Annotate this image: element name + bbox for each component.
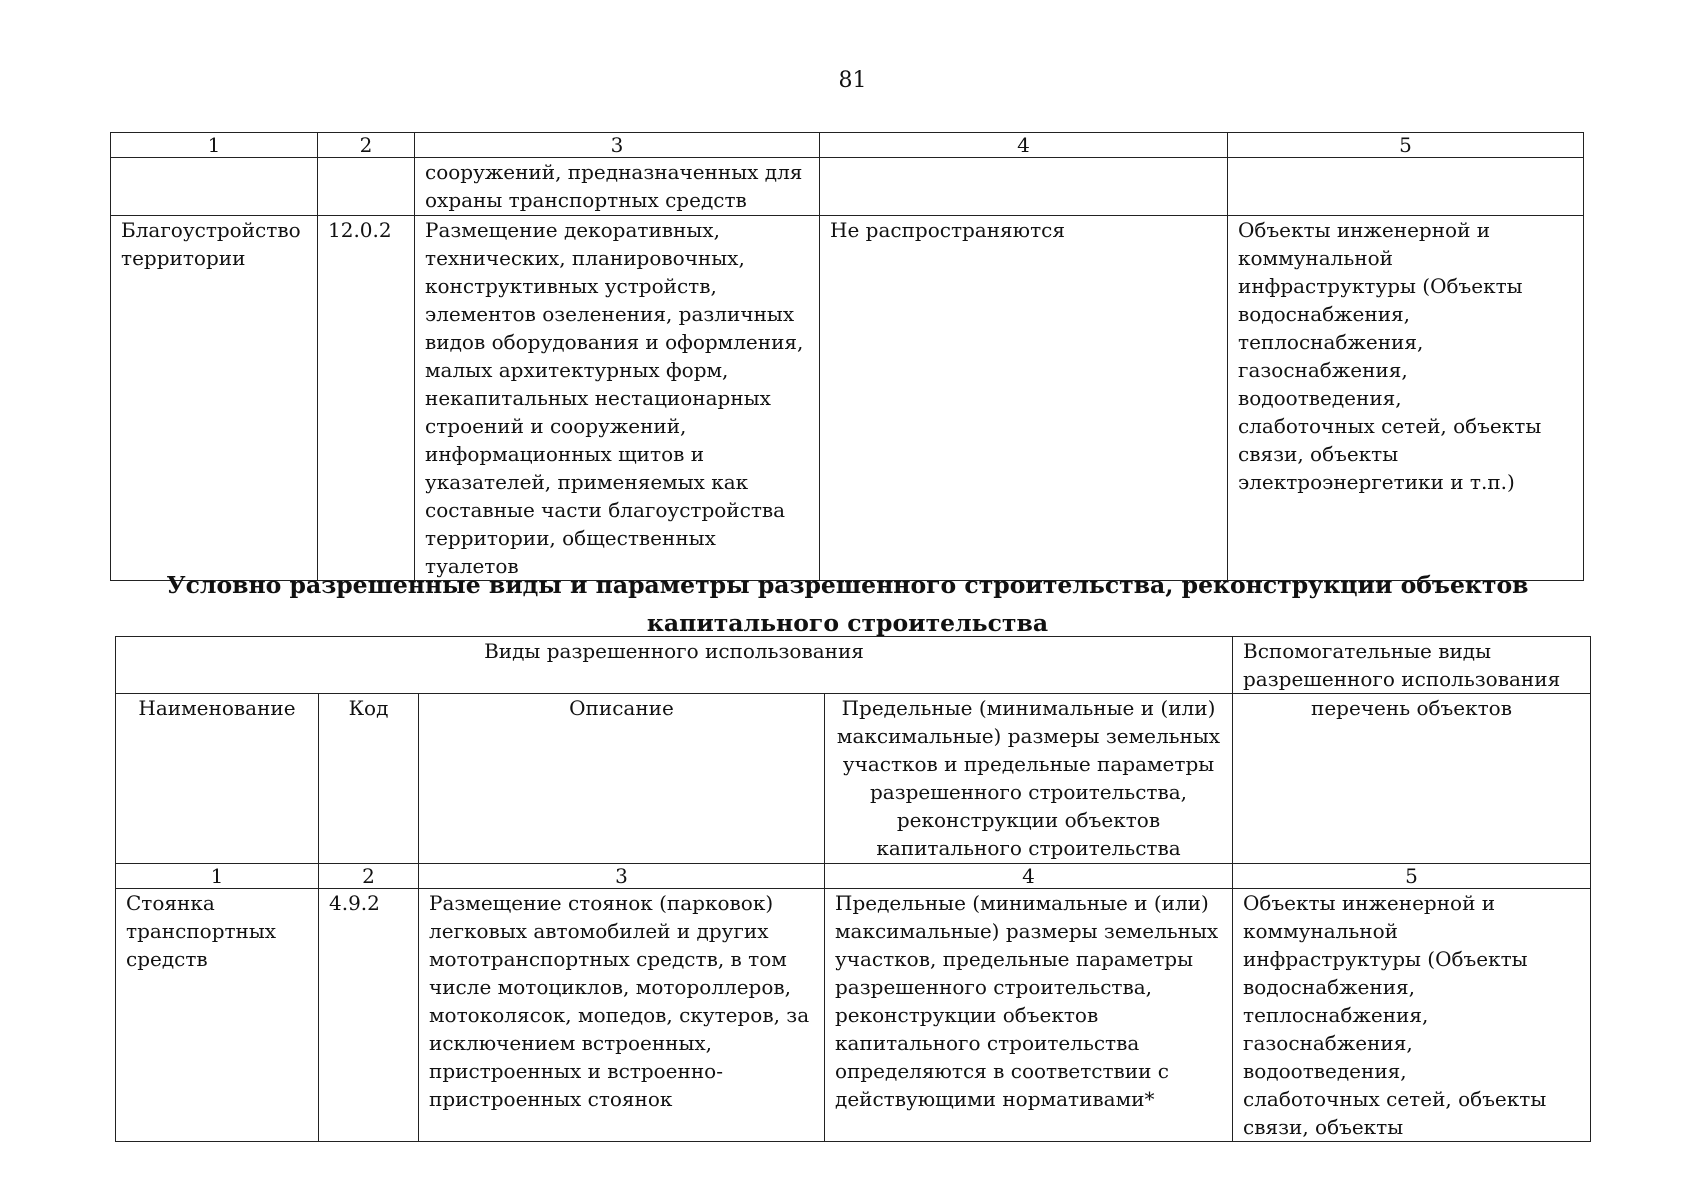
page-number: 81 bbox=[838, 68, 867, 93]
col-number: 1 bbox=[116, 864, 319, 889]
section-title: Условно разрешенные виды и параметры разрешенного строительства, реконструкции объектов капитального строительства bbox=[166, 571, 1529, 637]
col-number: 4 bbox=[825, 864, 1233, 889]
column-header-row bbox=[116, 694, 1591, 864]
cell-description: сооружений, предназначенных для охраны транспортных средств bbox=[415, 158, 820, 216]
header-auxiliary: Вспомогательные виды разрешенного использования bbox=[1233, 637, 1591, 694]
col-number: 1 bbox=[111, 133, 318, 158]
col-header-code: Код bbox=[319, 694, 419, 864]
col-header-name: Наименование bbox=[116, 694, 319, 864]
col-number: 4 bbox=[820, 133, 1228, 158]
cell-name: Стоянка транспортных средств bbox=[116, 889, 319, 1142]
cell-parameters bbox=[820, 158, 1228, 216]
table-row bbox=[111, 216, 1584, 581]
header-group-row bbox=[116, 637, 1591, 694]
cell-code: 12.0.2 bbox=[318, 216, 415, 581]
col-number: 5 bbox=[1228, 133, 1584, 158]
table-row bbox=[116, 889, 1591, 1142]
cell-auxiliary bbox=[1228, 158, 1584, 216]
cell-code bbox=[318, 158, 415, 216]
col-header-auxiliary: перечень объектов bbox=[1233, 694, 1591, 864]
col-number: 2 bbox=[319, 864, 419, 889]
cell-description: Размещение декоративных, технических, планировочных, конструктивных устройств, элементов озеленения, различных видов оборудования и оформления, малых архитектурных форм, некапитальных нестационарных строений и сооружений, информационных щитов и указателей, применяемых как составные части благоустройства территории, общественных туалетов bbox=[415, 216, 820, 581]
cell-auxiliary: Объекты инженерной и коммунальной инфраструктуры (Объекты водоснабжения, теплоснабжения, газоснабжения, водоотведения, слаботочных сетей, объекты связи, объекты bbox=[1233, 889, 1591, 1142]
col-number: 3 bbox=[419, 864, 825, 889]
col-number: 5 bbox=[1233, 864, 1591, 889]
cell-code: 4.9.2 bbox=[319, 889, 419, 1142]
cell-description: Размещение стоянок (парковок) легковых автомобилей и других мототранспортных средств, в том числе мотоциклов, мотороллеров, мотоколясок, мопедов, скутеров, за исключением встроенных, пристроенных и встроенно- пристроенных стоянок bbox=[419, 889, 825, 1142]
cell-parameters: Предельные (минимальные и (или) максимальные) размеры земельных участков, предельные параметры разрешенного строительства, реконструкции объектов капитального строительства определяются в соответствии с действующими нормативами* bbox=[825, 889, 1233, 1142]
table-row bbox=[111, 158, 1584, 216]
col-header-parameters: Предельные (минимальные и (или) максимальные) размеры земельных участков и предельные параметры разрешенного строительства, реконструкции объектов капитального строительства bbox=[825, 694, 1233, 864]
header-main: Виды разрешенного использования bbox=[116, 637, 1233, 694]
col-number: 2 bbox=[318, 133, 415, 158]
permitted-use-table-continued bbox=[110, 132, 1584, 581]
cell-name bbox=[111, 158, 318, 216]
cell-name: Благоустройство территории bbox=[111, 216, 318, 581]
cell-parameters: Не распространяются bbox=[820, 216, 1228, 581]
column-number-row bbox=[116, 864, 1591, 889]
column-number-row bbox=[111, 133, 1584, 158]
col-header-description: Описание bbox=[419, 694, 825, 864]
cell-auxiliary: Объекты инженерной и коммунальной инфраструктуры (Объекты водоснабжения, теплоснабжения, газоснабжения, водоотведения, слаботочных сетей, объекты связи, объекты электроэнергетики и т.п.) bbox=[1228, 216, 1584, 581]
col-number: 3 bbox=[415, 133, 820, 158]
conditionally-permitted-use-table bbox=[115, 636, 1591, 1142]
